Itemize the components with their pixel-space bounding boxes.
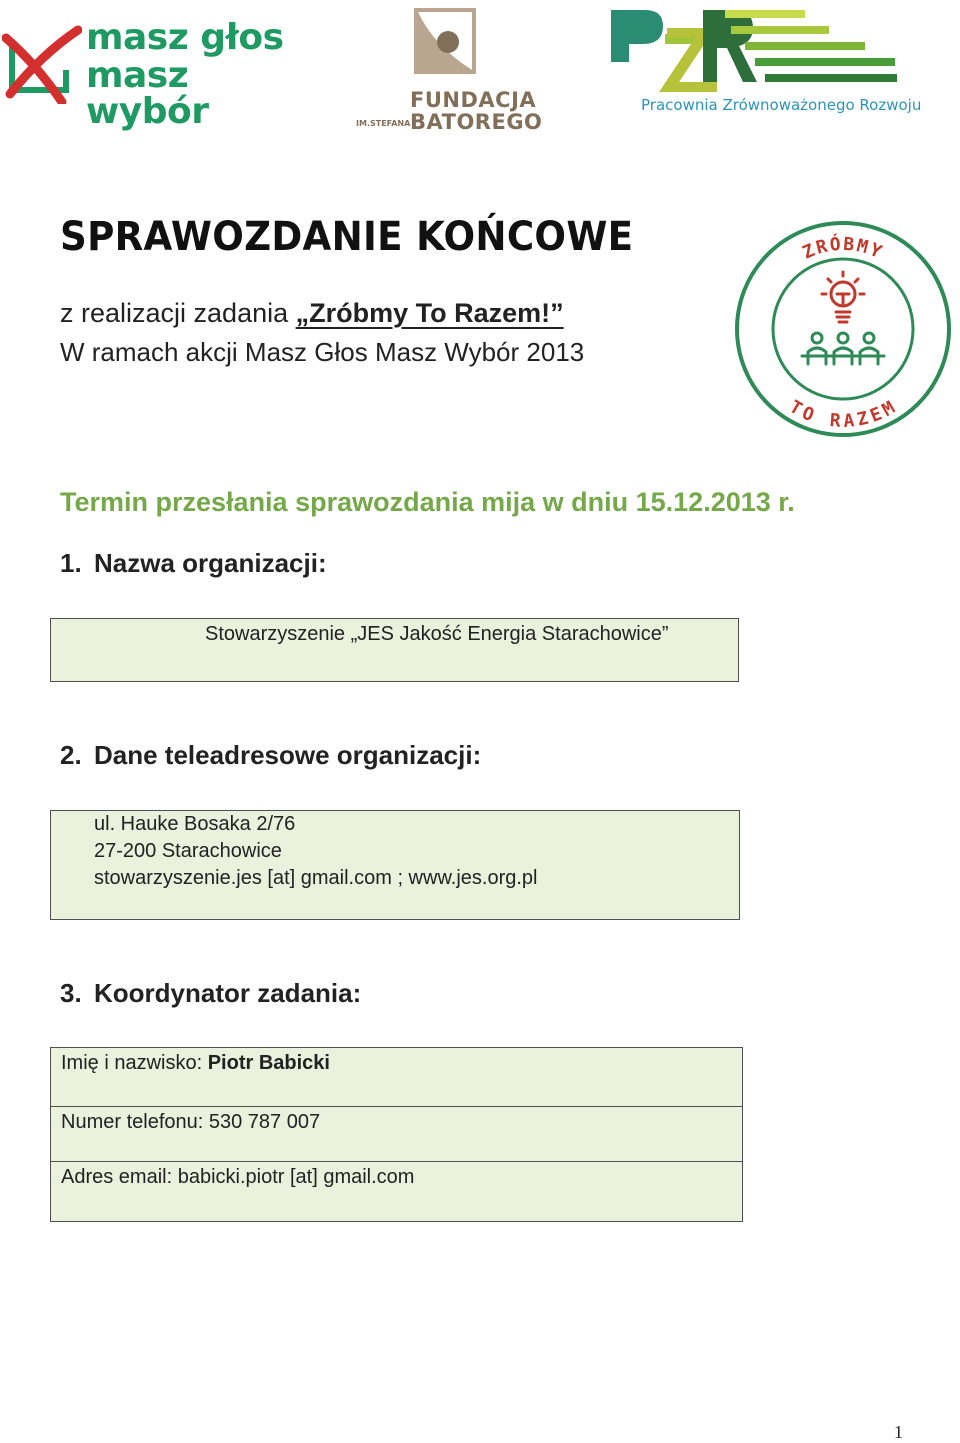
lightbulb-icon xyxy=(822,272,864,322)
page-title: SPRAWOZDANIE KOŃCOWE xyxy=(60,214,634,260)
section2-number: 2. xyxy=(60,740,82,770)
section3-number: 3. xyxy=(60,978,82,1008)
deadline-notice: Termin przesłania sprawozdania mija w dniu 15.12.2013 r. xyxy=(60,487,795,517)
page-number: 1 xyxy=(894,1422,903,1442)
badge-top-text: ZRÓBMY xyxy=(799,233,887,264)
subtitle-line1 xyxy=(60,298,564,329)
address-city: 27-200 Starachowice xyxy=(94,840,282,862)
coordinator-name-label: Imię i nazwisko: xyxy=(61,1052,208,1074)
section1-title: Nazwa organizacji: xyxy=(94,548,327,578)
coordinator-name-value: Piotr Babicki xyxy=(207,1052,330,1074)
masz-logo-line1: masz głos xyxy=(86,17,284,58)
contact-details-box xyxy=(50,810,740,920)
address-street: ul. Hauke Bosaka 2/76 xyxy=(94,813,296,835)
ballot-x-icon xyxy=(2,24,82,104)
fundacja-batorego-logo xyxy=(352,6,543,134)
task-name: „Zróbmy To Razem!” xyxy=(295,298,564,328)
people-at-table-icon xyxy=(802,333,884,364)
section3-title: Koordynator zadania: xyxy=(94,978,362,1008)
coordinator-name xyxy=(61,1052,330,1075)
subtitle-line2: W ramach akcji Masz Głos Masz Wybór 2013 xyxy=(60,337,585,367)
pzr-tagline: Pracownia Zrównoważonego Rozwoju xyxy=(641,96,922,114)
badge-bottom-text: TO RAZEM xyxy=(785,396,901,432)
badge-inner-ring xyxy=(773,259,913,399)
section2-title: Dane teleadresowe organizacji: xyxy=(94,740,482,770)
masz-logo-line2: masz wybór xyxy=(86,55,209,132)
zrobmy-to-razem-badge xyxy=(734,220,952,438)
organization-name-box xyxy=(50,618,739,682)
coordinator-phone-row xyxy=(51,1107,742,1162)
coordinator-email-row xyxy=(51,1162,742,1222)
batory-prefix: IM.STEFANA xyxy=(356,119,411,128)
organization-name-value: Stowarzyszenie „JES Jakość Energia Starachowice” xyxy=(205,623,669,645)
pzr-logo xyxy=(605,4,922,124)
masz-glos-logo xyxy=(0,14,320,132)
contact-email-website: stowarzyszenie.jes [at] gmail.com ; www.jes.org.pl xyxy=(94,867,538,889)
coordinator-email: Adres email: babicki.piotr [at] gmail.com xyxy=(61,1166,415,1188)
batory-line1: FUNDACJA xyxy=(410,88,537,112)
pzr-emblem-icon xyxy=(605,4,905,94)
section3-heading xyxy=(60,978,361,1009)
badge-outer-ring xyxy=(737,223,949,435)
section1-heading xyxy=(60,548,327,579)
coordinator-phone: Numer telefonu: 530 787 007 xyxy=(61,1111,321,1133)
coordinator-box xyxy=(50,1047,743,1222)
section1-number: 1. xyxy=(60,548,82,578)
section2-heading xyxy=(60,740,481,771)
batory-line2: BATOREGO xyxy=(410,110,543,134)
batory-emblem-icon xyxy=(412,6,482,76)
coordinator-name-row xyxy=(51,1048,742,1107)
subtitle-prefix: z realizacji zadania xyxy=(60,298,296,328)
